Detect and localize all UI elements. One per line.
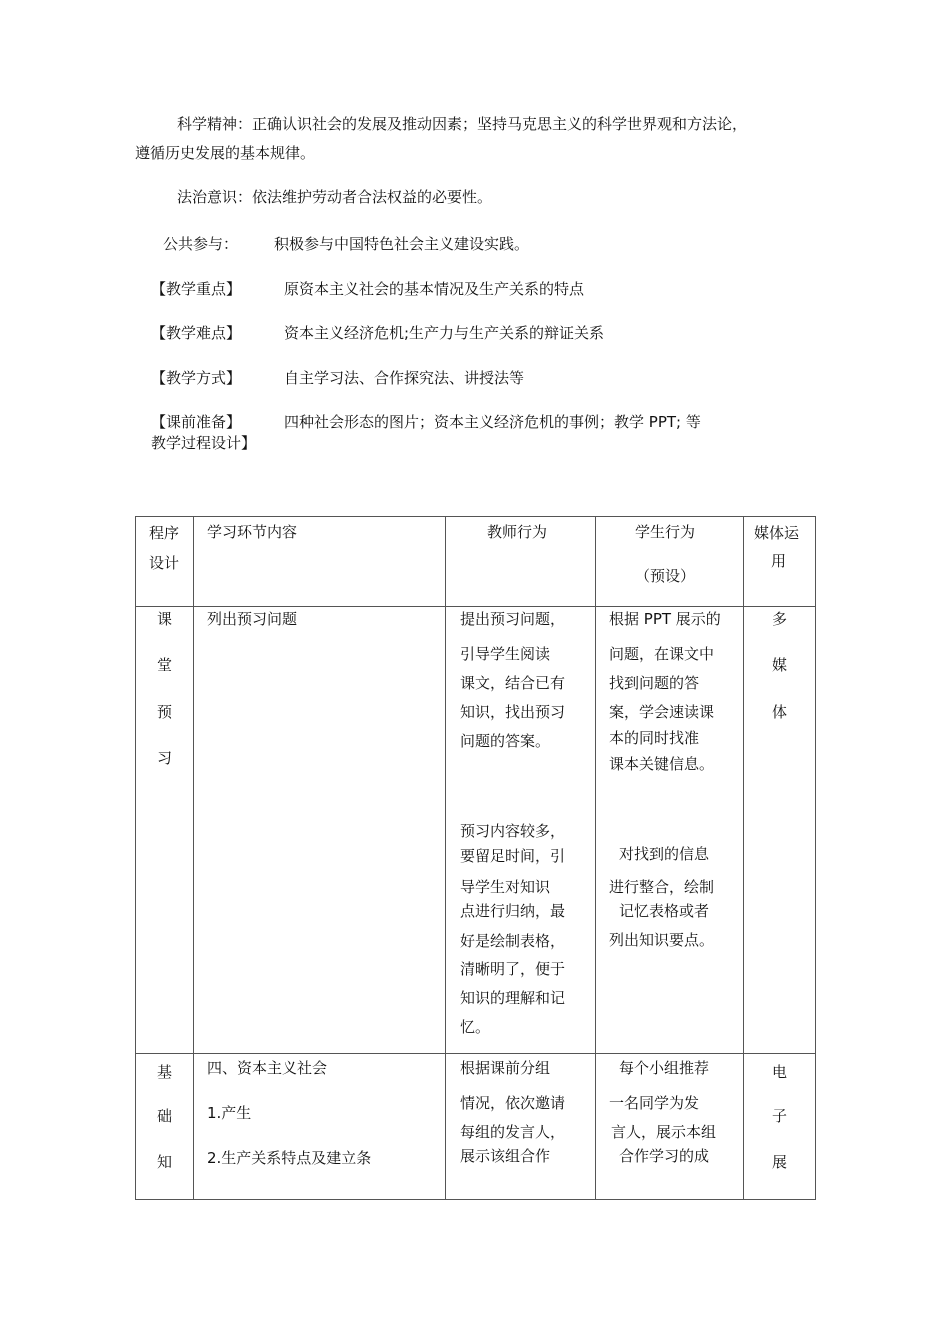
teaching-method-label: 【教学方式】 [151,369,242,387]
row1-student-line: 根据 PPT 展示的 [609,610,721,628]
row1-teacher-line-b: 导学生对知识 [460,878,551,896]
preparation-label: 【课前准备】 [151,413,242,431]
header-media-1: 媒体运 [754,524,800,542]
row1-student-line: 问题，在课文中 [609,645,715,663]
teaching-difficulty-text: 资本主义经济危机;生产力与生产关系的辩证关系 [284,324,605,342]
row1-teacher-line: 知识，找出预习 [460,703,566,721]
table-col-divider [743,516,744,1200]
row1-student-line: 找到问题的答 [609,674,700,692]
table-row-divider [135,606,816,607]
teaching-difficulty-label: 【教学难点】 [151,324,242,342]
row2-media-char: 子 [772,1107,788,1125]
row2-student-line: 每个小组推荐 [619,1059,710,1077]
row1-stage-char: 预 [157,703,173,721]
row1-teacher-line-b: 要留足时间，引 [460,847,566,865]
row2-student-line: 言人，展示本组 [611,1123,717,1141]
row1-teacher-line-b: 忆。 [460,1018,491,1036]
row1-media-char: 多 [772,610,788,628]
row2-teacher-line: 根据课前分组 [460,1059,551,1077]
table-row-divider [135,1053,816,1054]
row1-teacher-line-b: 点进行归纳，最 [460,902,566,920]
row1-stage-char: 堂 [157,656,173,674]
row2-content-line: 1.产生 [207,1104,252,1122]
row1-teacher-line-b: 知识的理解和记 [460,989,566,1007]
table-col-divider [595,516,596,1200]
teaching-method-text: 自主学习法、合作探究法、讲授法等 [284,369,525,387]
rule-of-law-text: 法治意识：依法维护劳动者合法权益的必要性。 [177,188,493,206]
row1-stage-char: 课 [157,610,173,628]
row1-content: 列出预习问题 [207,610,298,628]
public-participation-label: 公共参与： [163,235,239,253]
row1-stage-char: 习 [157,749,173,767]
row1-teacher-line-b: 好是绘制表格， [460,932,566,950]
row1-student-line-b: 对找到的信息 [619,845,710,863]
row1-student-line: 本的同时找准 [609,729,700,747]
table-col-divider [193,516,194,1200]
process-design-label: 教学过程设计】 [151,434,257,452]
header-student-preset: （预设） [635,567,696,585]
row1-teacher-line: 提出预习问题， [460,610,566,628]
science-spirit-line2: 遵循历史发展的基本规律。 [135,144,316,162]
teaching-focus-label: 【教学重点】 [151,280,242,298]
row1-student-line-b: 记忆表格或者 [619,902,710,920]
lesson-process-table [135,516,816,1200]
row1-student-line-b: 进行整合，绘制 [609,878,715,896]
table-border-bottom [135,1199,816,1200]
row1-media-char: 媒 [772,656,788,674]
table-col-divider [445,516,446,1200]
header-learning-content: 学习环节内容 [207,523,298,541]
table-col-divider [135,516,136,1200]
row2-stage-char: 础 [157,1107,173,1125]
public-participation-text: 积极参与中国特色社会主义建设实践。 [274,235,530,253]
row2-teacher-line: 情况，依次邀请 [460,1094,566,1112]
row1-teacher-line-b: 清晰明了，便于 [460,960,566,978]
row2-content-line: 四、资本主义社会 [207,1059,328,1077]
header-student-action: 学生行为 [635,523,696,541]
row1-teacher-line-b: 预习内容较多， [460,822,566,840]
row2-stage-char: 知 [157,1153,173,1171]
row2-content-line: 2.生产关系特点及建立条 [207,1149,372,1167]
row1-student-line: 案，学会速读课 [609,703,715,721]
teaching-focus-text: 原资本主义社会的基本情况及生产关系的特点 [284,280,585,298]
row1-student-line-b: 列出知识要点。 [609,931,715,949]
row2-student-line: 一名同学为发 [609,1094,700,1112]
science-spirit-line1: 科学精神：正确认识社会的发展及推动因素；坚持马克思主义的科学世界观和方法论， [177,115,748,133]
row2-student-line: 合作学习的成 [619,1147,710,1165]
header-teacher-action: 教师行为 [487,523,548,541]
row1-teacher-line: 引导学生阅读 [460,645,551,663]
preparation-text: 四种社会形态的图片；资本主义经济危机的事例；教学 PPT; 等 [284,413,701,431]
row2-teacher-line: 展示该组合作 [460,1147,551,1165]
header-program-design-2: 设计 [149,554,180,572]
row2-teacher-line: 每组的发言人， [460,1123,566,1141]
row2-stage-char: 基 [157,1063,173,1081]
header-program-design-1: 程序 [149,524,180,542]
table-border-top [135,516,816,517]
row1-teacher-line: 课文，结合已有 [460,674,566,692]
row2-media-char: 电 [772,1063,788,1081]
row1-media-char: 体 [772,703,788,721]
row1-student-line: 课本关键信息。 [609,755,715,773]
row2-media-char: 展 [772,1153,788,1171]
row1-teacher-line: 问题的答案。 [460,732,551,750]
header-media-2: 用 [771,552,787,570]
table-col-divider [815,516,816,1200]
